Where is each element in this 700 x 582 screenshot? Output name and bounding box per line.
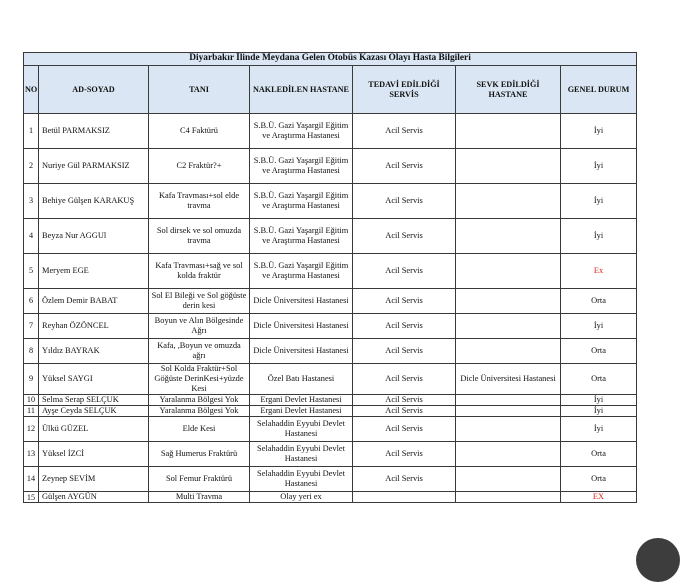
table-row	[24, 406, 637, 417]
diagnosis: Sol El Bileği ve Sol göğüste derin kesi	[149, 289, 250, 314]
referral-hospital	[456, 406, 561, 417]
treatment-service: Acil Servis	[353, 289, 456, 314]
status: Orta	[561, 442, 637, 467]
diagnosis: Kafa Travması+sol elde travma	[149, 184, 250, 219]
referral-hospital	[456, 492, 561, 503]
treatment-service: Acil Servis	[353, 314, 456, 339]
row-no: 15	[24, 492, 39, 503]
status: İyi	[561, 184, 637, 219]
referral-hospital	[456, 442, 561, 467]
row-no: 13	[24, 442, 39, 467]
transfer-hospital: Dicle Üniversitesi Hastanesi	[250, 339, 353, 364]
referral-hospital	[456, 395, 561, 406]
patient-name: Beyza Nur AGGUl	[39, 219, 149, 254]
row-no: 12	[24, 417, 39, 442]
status: İyi	[561, 219, 637, 254]
treatment-service: Acil Servis	[353, 442, 456, 467]
table-row	[24, 254, 637, 289]
referral-hospital	[456, 339, 561, 364]
treatment-service: Acil Servis	[353, 339, 456, 364]
patient-name: Ülkü GÜZEL	[39, 417, 149, 442]
row-no: 9	[24, 364, 39, 395]
diagnosis: Multi Travma	[149, 492, 250, 503]
treatment-service: Acil Servis	[353, 149, 456, 184]
transfer-hospital: Dicle Üniversitesi Hastanesi	[250, 289, 353, 314]
table-row	[24, 395, 637, 406]
diagnosis: C4 Faktürü	[149, 114, 250, 149]
diagnosis: Sol dirsek ve sol omuzda travma	[149, 219, 250, 254]
referral-hospital: Dicle Üniversitesi Hastanesi	[456, 364, 561, 395]
referral-hospital	[456, 149, 561, 184]
transfer-hospital: Selahaddin Eyyubi Devlet Hastanesi	[250, 442, 353, 467]
row-no: 3	[24, 184, 39, 219]
referral-hospital	[456, 314, 561, 339]
table-row	[24, 442, 637, 467]
header-treatment-service: TEDAVİ EDİLDİĞİ SERVİS	[353, 66, 456, 114]
row-no: 5	[24, 254, 39, 289]
transfer-hospital: S.B.Ü. Gazi Yaşargil Eğitim ve Araştırma Hastanesi	[250, 149, 353, 184]
treatment-service: Acil Servis	[353, 417, 456, 442]
patient-name: Gülşen AYGÜN	[39, 492, 149, 503]
status: Orta	[561, 467, 637, 492]
table-row	[24, 364, 637, 395]
table-row	[24, 417, 637, 442]
status: Orta	[561, 364, 637, 395]
status: İyi	[561, 417, 637, 442]
transfer-hospital: S.B.Ü. Gazi Yaşargil Eğitim ve Araştırma Hastanesi	[250, 114, 353, 149]
patient-name: Behiye Gülşen KARAKUŞ	[39, 184, 149, 219]
table-row	[24, 492, 637, 503]
patient-info-table	[23, 52, 637, 503]
status: İyi	[561, 406, 637, 417]
diagnosis: Kafa Travması+sağ ve sol kolda fraktür	[149, 254, 250, 289]
row-no: 4	[24, 219, 39, 254]
row-no: 2	[24, 149, 39, 184]
row-no: 1	[24, 114, 39, 149]
status: İyi	[561, 149, 637, 184]
patient-name: Meryem EGE	[39, 254, 149, 289]
treatment-service: Acil Servis	[353, 406, 456, 417]
patient-name: Özlem Demir BABAT	[39, 289, 149, 314]
transfer-hospital: Ergani Devlet Hastanesi	[250, 395, 353, 406]
header-transfer-hospital: NAKLEDİLEN HASTANE	[250, 66, 353, 114]
row-no: 14	[24, 467, 39, 492]
status: İyi	[561, 395, 637, 406]
transfer-hospital: Özel Batı Hastanesi	[250, 364, 353, 395]
treatment-service	[353, 492, 456, 503]
transfer-hospital: S.B.Ü. Gazi Yaşargil Eğitim ve Araştırma Hastanesi	[250, 254, 353, 289]
status: Ex	[561, 254, 637, 289]
status: EX	[561, 492, 637, 503]
transfer-hospital: Dicle Üniversitesi Hastanesi	[250, 314, 353, 339]
table-row	[24, 339, 637, 364]
table-row	[24, 184, 637, 219]
status: İyi	[561, 314, 637, 339]
diagnosis: Kafa, ,Boyun ve omuzda ağrı	[149, 339, 250, 364]
transfer-hospital: S.B.Ü. Gazi Yaşargil Eğitim ve Araştırma Hastanesi	[250, 184, 353, 219]
header-name: AD-SOYAD	[39, 66, 149, 114]
table-row	[24, 219, 637, 254]
patient-name: Ayşe Ceyda SELÇUK	[39, 406, 149, 417]
row-no: 10	[24, 395, 39, 406]
treatment-service: Acil Servis	[353, 467, 456, 492]
referral-hospital	[456, 467, 561, 492]
diagnosis: Sağ Humerus Fraktürü	[149, 442, 250, 467]
treatment-service: Acil Servis	[353, 219, 456, 254]
diagnosis: Sol Femur Fraktürü	[149, 467, 250, 492]
transfer-hospital: Selahaddin Eyyubi Devlet Hastanesi	[250, 417, 353, 442]
patient-name: Yüksel SAYGI	[39, 364, 149, 395]
referral-hospital	[456, 114, 561, 149]
status: Orta	[561, 339, 637, 364]
patient-name: Reyhan ÖZÖNCEL	[39, 314, 149, 339]
patient-name: Nuriye Gül PARMAKSIZ	[39, 149, 149, 184]
status: Orta	[561, 289, 637, 314]
floating-action-button[interactable]	[636, 538, 680, 582]
referral-hospital	[456, 289, 561, 314]
treatment-service: Acil Servis	[353, 364, 456, 395]
table-row	[24, 149, 637, 184]
patient-name: Yıldız BAYRAK	[39, 339, 149, 364]
header-no: NO	[24, 66, 39, 114]
referral-hospital	[456, 417, 561, 442]
transfer-hospital: Olay yeri ex	[250, 492, 353, 503]
diagnosis: Elde Kesi	[149, 417, 250, 442]
treatment-service: Acil Servis	[353, 114, 456, 149]
patient-name: Selma Serap SELÇUK	[39, 395, 149, 406]
table-title: Diyarbakır İlinde Meydana Gelen Otobüs Kazası Olayı Hasta Bilgileri	[24, 53, 637, 66]
referral-hospital	[456, 254, 561, 289]
row-no: 6	[24, 289, 39, 314]
table-row	[24, 289, 637, 314]
treatment-service: Acil Servis	[353, 395, 456, 406]
row-no: 8	[24, 339, 39, 364]
patient-name: Betül PARMAKSIZ	[39, 114, 149, 149]
transfer-hospital: Ergani Devlet Hastanesi	[250, 406, 353, 417]
referral-hospital	[456, 219, 561, 254]
patient-name: Zeynep SEVİM	[39, 467, 149, 492]
transfer-hospital: Selahaddin Eyyubi Devlet Hastanesi	[250, 467, 353, 492]
diagnosis: Yaralanma Bölgesi Yok	[149, 406, 250, 417]
referral-hospital	[456, 184, 561, 219]
treatment-service: Acil Servis	[353, 254, 456, 289]
status: İyi	[561, 114, 637, 149]
table-row	[24, 114, 637, 149]
diagnosis: Boyun ve Alın Bölgesinde Ağrı	[149, 314, 250, 339]
transfer-hospital: S.B.Ü. Gazi Yaşargil Eğitim ve Araştırma Hastanesi	[250, 219, 353, 254]
row-no: 7	[24, 314, 39, 339]
treatment-service: Acil Servis	[353, 184, 456, 219]
table-row	[24, 467, 637, 492]
table-row	[24, 314, 637, 339]
header-status: GENEL DURUM	[561, 66, 637, 114]
header-referral-hospital: SEVK EDİLDİĞİ HASTANE	[456, 66, 561, 114]
row-no: 11	[24, 406, 39, 417]
diagnosis: Sol Kolda Fraktür+Sol Göğüste DerinKesi+yüzde Kesi	[149, 364, 250, 395]
patient-name: Yüksel İZCİ	[39, 442, 149, 467]
diagnosis: C2 Fraktür?+	[149, 149, 250, 184]
header-diagnosis: TANI	[149, 66, 250, 114]
diagnosis: Yaralanma Bölgesi Yok	[149, 395, 250, 406]
